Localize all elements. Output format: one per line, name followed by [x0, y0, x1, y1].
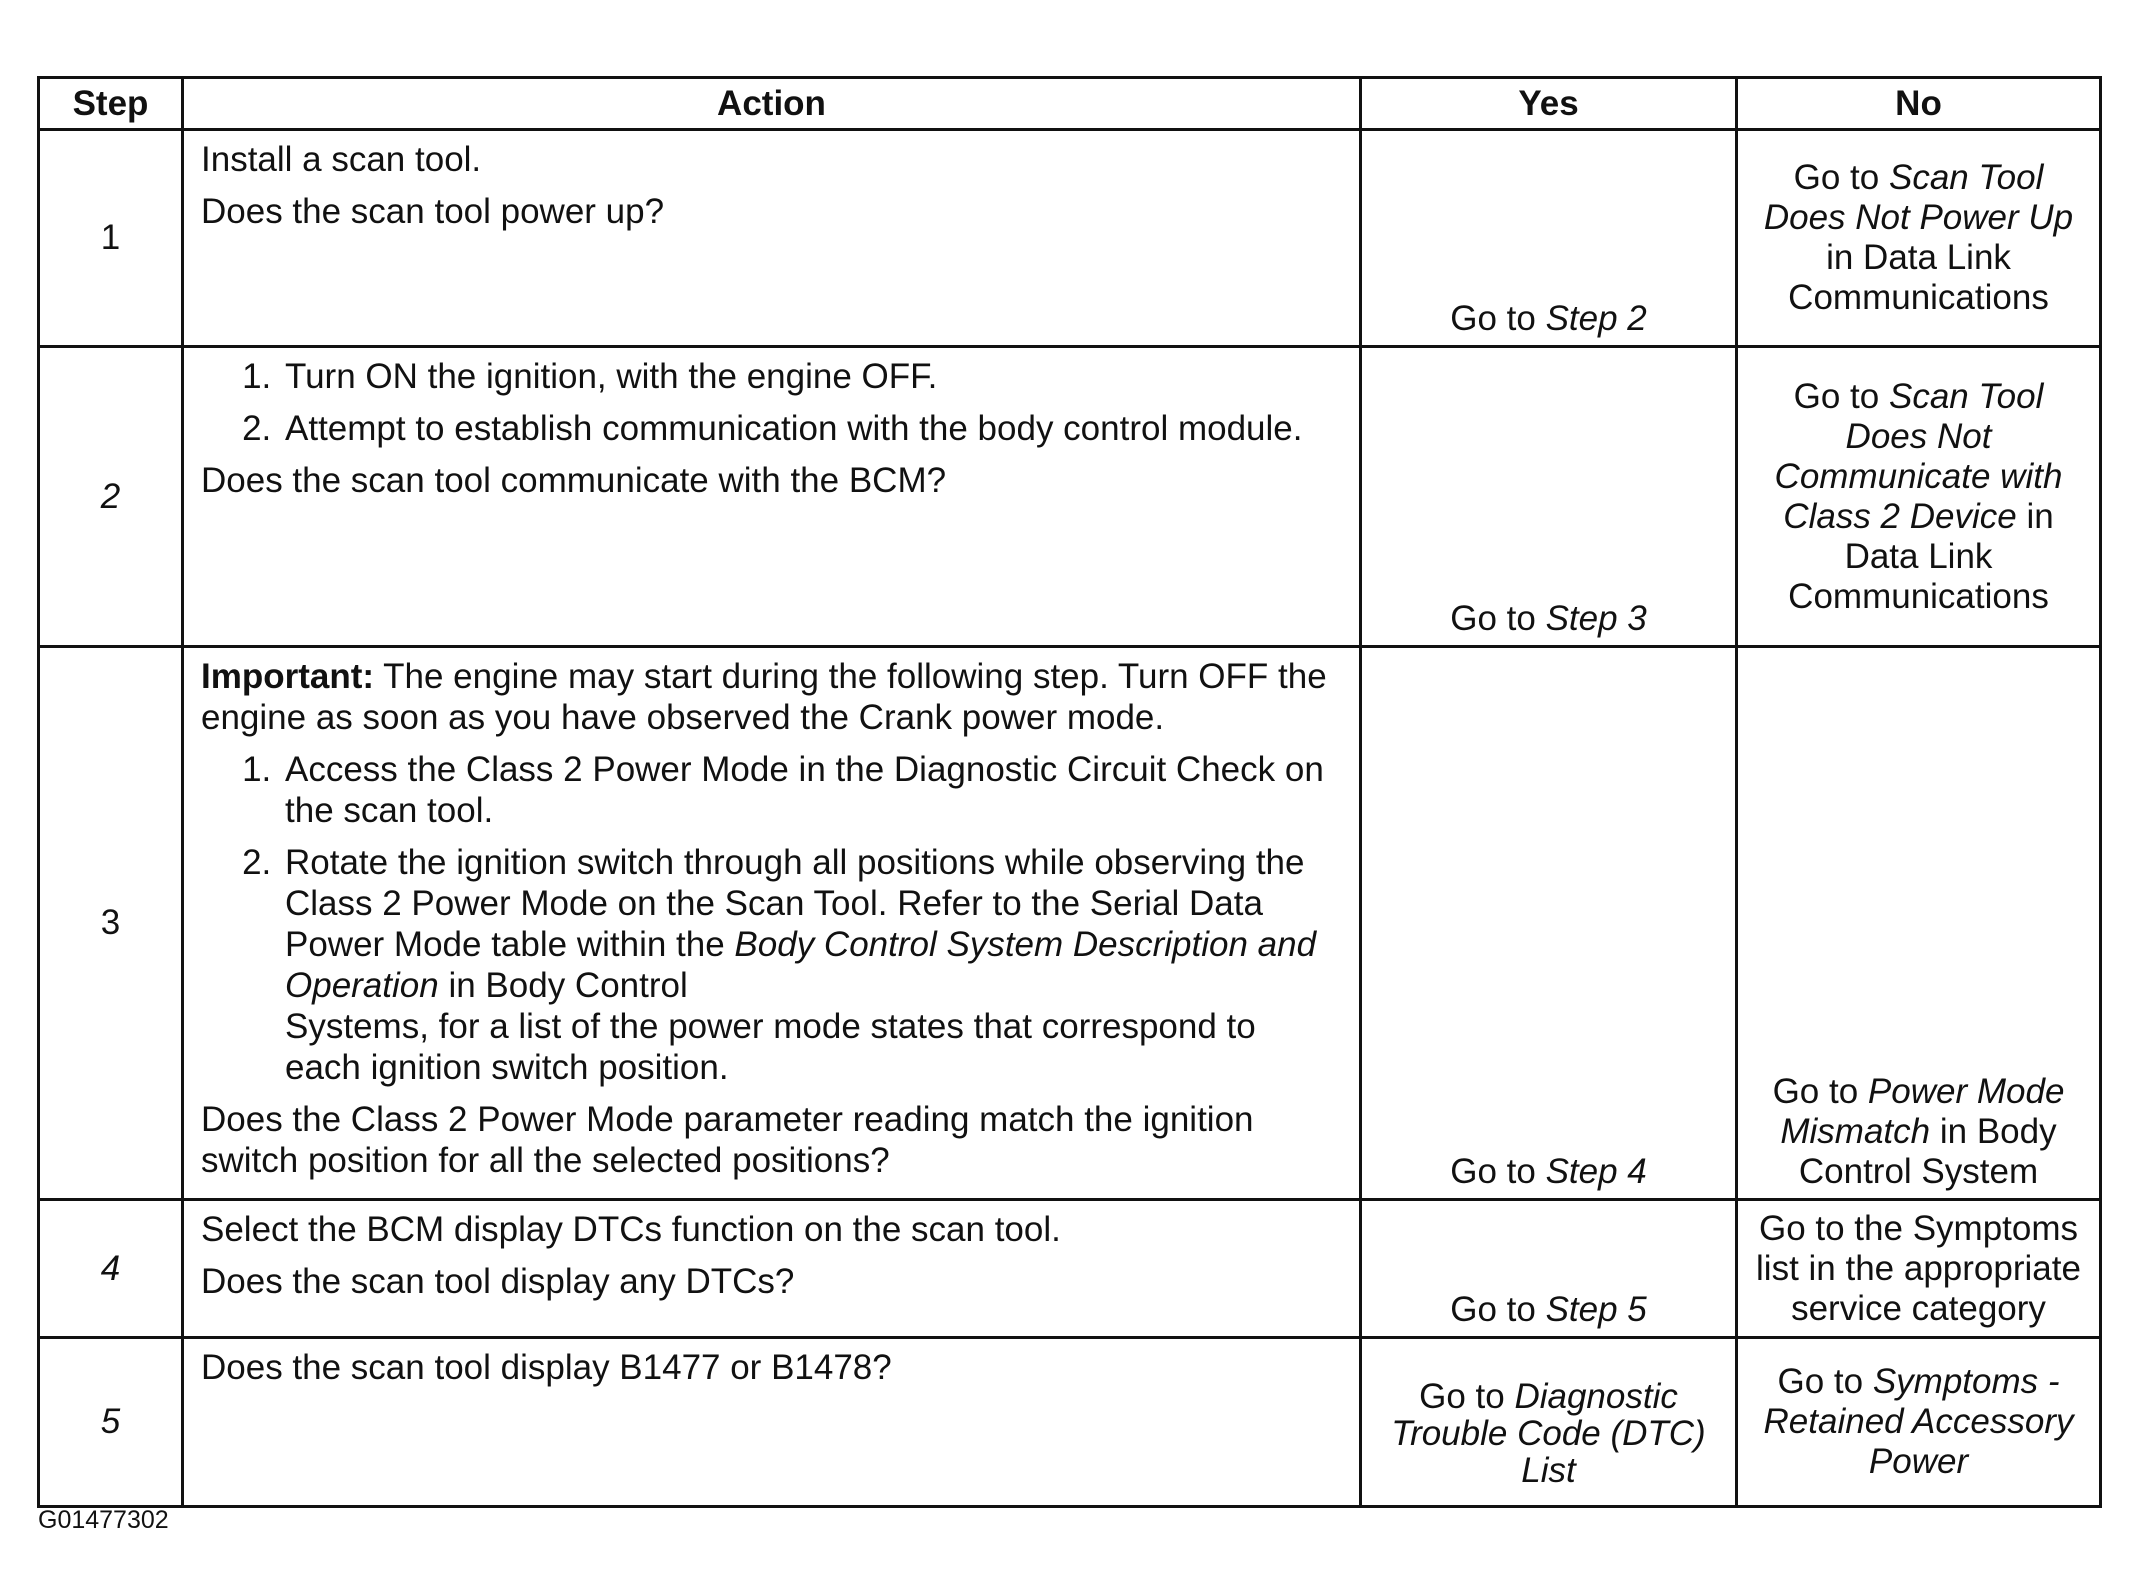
header-no: No [1737, 78, 2101, 130]
table-row [39, 647, 2101, 1200]
action-text: Install a scan tool. [201, 140, 482, 179]
step-number: 2 [39, 347, 183, 647]
no-link[interactable]: Power Mode Mismatch [1780, 1072, 2065, 1151]
yes-link[interactable]: Step 4 [1545, 1152, 1647, 1191]
action-question: Does the Class 2 Power Mode parameter reading match the ignition switch position for all the selected positions? [201, 1100, 1254, 1180]
action-step-text: in Body Control [448, 966, 688, 1005]
step-number: 4 [39, 1200, 183, 1338]
header-row [39, 78, 2101, 130]
no-link[interactable]: Symptoms - Retained Accessory Power [1763, 1362, 2074, 1481]
no-cell [1737, 130, 2101, 347]
action-step-list [201, 356, 1335, 449]
yes-cell [1361, 347, 1737, 647]
important-text: The engine may start during the following step. Turn OFF the engine as soon as you have observed the Crank power mode. [201, 657, 1327, 737]
no-cell [1737, 1200, 2101, 1338]
no-suffix: in Body Control System [1798, 1112, 2057, 1191]
table-row [39, 347, 2101, 647]
yes-cell [1361, 1200, 1737, 1338]
no-text[interactable]: Go to the Symptoms list in the appropriate service category [1756, 1208, 2081, 1328]
table-row [39, 1200, 2101, 1338]
yes-prefix: Go to [1450, 299, 1536, 338]
table-row [39, 130, 2101, 347]
no-prefix: Go to [1772, 1072, 1859, 1111]
action-question: Does the scan tool power up? [201, 192, 665, 231]
yes-link[interactable]: Step 3 [1545, 599, 1647, 638]
step-number: 1 [39, 130, 183, 347]
action-question: Does the scan tool display B1477 or B1478? [201, 1348, 892, 1387]
no-link[interactable]: Scan Tool Does Not Power Up [1763, 158, 2074, 237]
no-prefix: Go to [1777, 1362, 1864, 1401]
action-step-item: 1. Access the Class 2 Power Mode in the Diagnostic Circuit Check on the scan tool. [281, 749, 1335, 831]
action-step-item: 2. Attempt to establish communication with the body control module. [281, 408, 1335, 449]
yes-link[interactable]: Step 5 [1545, 1290, 1647, 1329]
yes-cell [1361, 647, 1737, 1200]
important-note [201, 656, 1335, 738]
reference-link[interactable]: Body Control System Description and Operation [285, 925, 1317, 1005]
no-link[interactable]: Scan Tool Does Not Communicate with Class 2 Device [1774, 376, 2063, 536]
figure-id: G01477302 [38, 1506, 169, 1534]
no-cell [1737, 1338, 2101, 1507]
yes-prefix: Go to [1419, 1376, 1505, 1416]
action-cell [183, 1200, 1361, 1338]
action-question: Does the scan tool display any DTCs? [201, 1262, 795, 1301]
table-row [39, 1338, 2101, 1507]
no-prefix: Go to [1793, 376, 1880, 416]
action-text: Select the BCM display DTCs function on the scan tool. [201, 1210, 1061, 1249]
action-step-text: Rotate the ignition switch through all positions while observing the Class 2 Power Mode on the Scan Tool. Refer to the Serial Data Power Mode table within the [285, 843, 1305, 964]
no-cell [1737, 347, 2101, 647]
yes-cell [1361, 1338, 1737, 1507]
action-step-text: Systems, for a list of the power mode states that correspond to each ignition switch position. [285, 1007, 1256, 1087]
step-number: 3 [39, 647, 183, 1200]
yes-prefix: Go to [1450, 1290, 1536, 1329]
header-action: Action [183, 78, 1361, 130]
action-question: Does the scan tool communicate with the BCM? [201, 461, 947, 500]
header-yes: Yes [1361, 78, 1737, 130]
step-number: 5 [39, 1338, 183, 1507]
diagnostic-table [37, 76, 2102, 1508]
no-suffix: in Data Link Communications [1788, 496, 2054, 616]
yes-link[interactable]: Diagnostic Trouble Code (DTC) List [1391, 1376, 1706, 1490]
action-step-item: 1. Turn ON the ignition, with the engine OFF. [281, 356, 1335, 397]
action-cell [183, 1338, 1361, 1507]
action-cell [183, 130, 1361, 347]
important-label: Important: [201, 657, 375, 696]
no-prefix: Go to [1793, 158, 1880, 197]
action-cell [183, 347, 1361, 647]
yes-prefix: Go to [1450, 1152, 1536, 1191]
action-cell [183, 647, 1361, 1200]
header-step: Step [39, 78, 183, 130]
no-cell [1737, 647, 2101, 1200]
yes-cell [1361, 130, 1737, 347]
action-step-item [281, 842, 1335, 1088]
yes-link[interactable]: Step 2 [1545, 299, 1647, 338]
action-step-list [201, 749, 1335, 1088]
yes-prefix: Go to [1450, 599, 1536, 638]
no-suffix: in Data Link Communications [1788, 238, 2049, 317]
